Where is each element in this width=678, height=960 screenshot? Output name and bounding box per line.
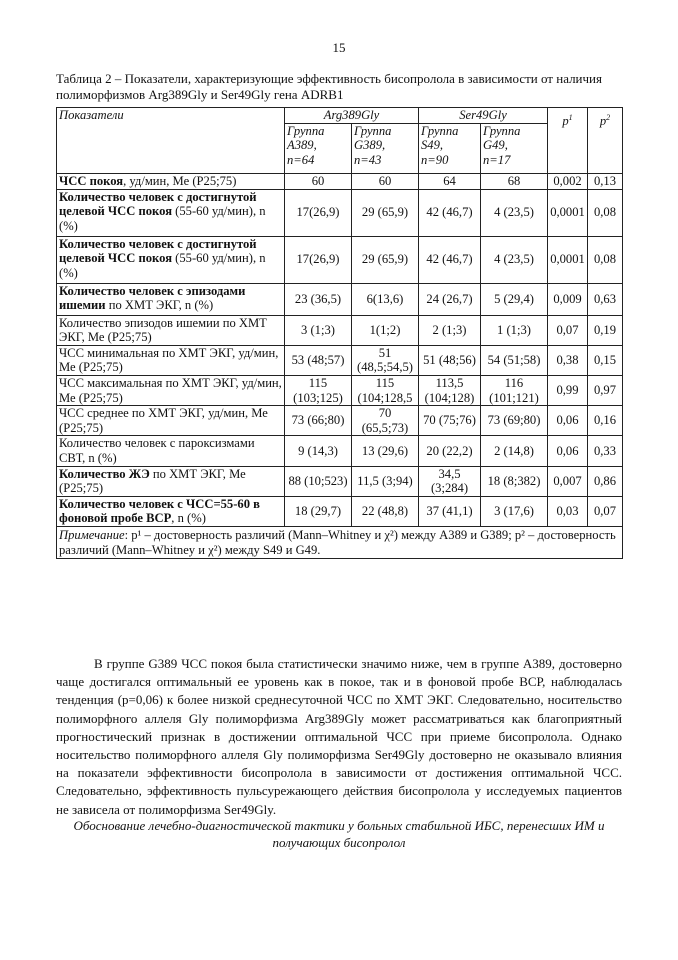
- p2-cell: 0,08: [588, 236, 623, 283]
- table-row: [57, 466, 623, 496]
- header-group-1: Группа G389, n=43: [352, 123, 419, 173]
- row-label: Количество человек с достигнутой целевой ЧСС покоя (55-60 уд/мин), n (%): [57, 189, 285, 236]
- table-caption: Таблица 2 – Показатели, характеризующие эффективность бисопролола в зависимости от наличия полиморфизмов Arg389Gly и Ser49Gly гена ADRB1: [56, 71, 602, 102]
- page-number: 15: [332, 40, 346, 55]
- value-cell: 4 (23,5): [481, 189, 548, 236]
- value-cell: 2 (1;3): [419, 315, 481, 345]
- p2-cell: 0,13: [588, 173, 623, 189]
- header-group-2: Группа S49, n=90: [419, 123, 481, 173]
- p1-cell: 0,99: [548, 375, 588, 405]
- value-cell: 23 (36,5): [285, 283, 352, 315]
- value-cell: 20 (22,2): [419, 436, 481, 466]
- header-p1: $p^1$: [548, 108, 588, 174]
- row-label: ЧСС среднее по ХМТ ЭКГ, уд/мин, Ме (Р25;75): [57, 406, 285, 436]
- value-cell: 42 (46,7): [419, 189, 481, 236]
- value-cell: 6(13,6): [352, 283, 419, 315]
- value-cell: 18 (29,7): [285, 496, 352, 526]
- p2-cell: 0,15: [588, 345, 623, 375]
- section-subheading: Обоснование лечебно-диагностической тактики у больных стабильной ИБС, перенесших ИМ и получающих бисопролол: [73, 818, 605, 850]
- table-row: [57, 436, 623, 466]
- value-cell: 73 (69;80): [481, 406, 548, 436]
- row-label: Количество человек с ЧСС=55-60 в фоновой пробе ВСР, n (%): [57, 496, 285, 526]
- p1-cell: 0,06: [548, 436, 588, 466]
- value-cell: 51 (48,5;54,5): [352, 345, 419, 375]
- value-cell: 60: [352, 173, 419, 189]
- p1-cell: 0,06: [548, 406, 588, 436]
- value-cell: 113,5 (104;128): [419, 375, 481, 405]
- p2-cell: 0,63: [588, 283, 623, 315]
- row-label: Количество человек с эпизодами ишемии по ХМТ ЭКГ, n (%): [57, 283, 285, 315]
- value-cell: 88 (10;523): [285, 466, 352, 496]
- p1-cell: 0,0001: [548, 236, 588, 283]
- row-label: Количество ЖЭ по ХМТ ЭКГ, Ме (Р25;75): [57, 466, 285, 496]
- row-label: ЧСС покоя, уд/мин, Ме (Р25;75): [57, 173, 285, 189]
- p1-cell: 0,009: [548, 283, 588, 315]
- p2-cell: 0,08: [588, 189, 623, 236]
- row-label: ЧСС минимальная по ХМТ ЭКГ, уд/мин, Ме (Р25;75): [57, 345, 285, 375]
- value-cell: 115 (103;125): [285, 375, 352, 405]
- value-cell: 18 (8;382): [481, 466, 548, 496]
- p1-cell: 0,03: [548, 496, 588, 526]
- p1-cell: 0,0001: [548, 189, 588, 236]
- value-cell: 64: [419, 173, 481, 189]
- value-cell: 1(1;2): [352, 315, 419, 345]
- table-row: [57, 406, 623, 436]
- value-cell: 60: [285, 173, 352, 189]
- body-paragraph: В группе G389 ЧСС покоя была статистически значимо ниже, чем в группе А389, достоверно чаще достигался оптимальный ее уровень как в покое, так и в фоновой пробе ВСР, наблюдалась тенденция (р=0,06) к более низкой среднесуточной ЧСС по ХМТ ЭКГ. Следовательно, носительство полиморфного аллеля Gly полиморфизма Arg389Gly может рассматриваться как благоприятный прогностический признак в достижении оптимальной ЧСС при приеме бисопролола. Однако носительство полиморфного аллеля Gly полиморфизма Ser49Gly достоверно не оказывало влияния на показатели эффективности бисопролола в зависимости от достижения оптимальной ЧСС. Следовательно, эффективность пульсурежающего действия бисопролола у исследуемых пациентов не зависела от полиморфизма Ser49Gly.: [56, 656, 622, 817]
- value-cell: 29 (65,9): [352, 189, 419, 236]
- header-indicators: Показатели: [57, 108, 285, 174]
- p1-cell: 0,002: [548, 173, 588, 189]
- table-row: [57, 236, 623, 283]
- table-row: [57, 173, 623, 189]
- row-label: Количество человек с достигнутой целевой ЧСС покоя (55-60 уд/мин), n (%): [57, 236, 285, 283]
- value-cell: 3 (1;3): [285, 315, 352, 345]
- value-cell: 17(26,9): [285, 236, 352, 283]
- table-row: [57, 315, 623, 345]
- value-cell: 24 (26,7): [419, 283, 481, 315]
- value-cell: 13 (29,6): [352, 436, 419, 466]
- p2-cell: 0,97: [588, 375, 623, 405]
- value-cell: 4 (23,5): [481, 236, 548, 283]
- value-cell: 42 (46,7): [419, 236, 481, 283]
- results-table: [56, 107, 623, 559]
- value-cell: 73 (66;80): [285, 406, 352, 436]
- header-p2: $p^2$: [588, 108, 623, 174]
- value-cell: 17(26,9): [285, 189, 352, 236]
- p2-cell: 0,19: [588, 315, 623, 345]
- header-group-3: Группа G49, n=17: [481, 123, 548, 173]
- p1-cell: 0,007: [548, 466, 588, 496]
- row-label: Количество эпизодов ишемии по ХМТ ЭКГ, Ме (Р25;75): [57, 315, 285, 345]
- table-note: Примечание: p¹ – достоверность различий (Mann–Whitney и χ²) между А389 и G389; p² – достоверность различий (Mann–Whitney и χ²) между S49 и G49.: [57, 526, 623, 558]
- value-cell: 5 (29,4): [481, 283, 548, 315]
- value-cell: 115 (104;128,5: [352, 375, 419, 405]
- header-ser49gly: Ser49Gly: [419, 108, 548, 124]
- header-arg389gly: Arg389Gly: [285, 108, 419, 124]
- value-cell: 70 (75;76): [419, 406, 481, 436]
- p2-cell: 0,33: [588, 436, 623, 466]
- value-cell: 1 (1;3): [481, 315, 548, 345]
- row-label: ЧСС максимальная по ХМТ ЭКГ, уд/мин, Ме (Р25;75): [57, 375, 285, 405]
- table-row: [57, 496, 623, 526]
- value-cell: 116 (101;121): [481, 375, 548, 405]
- value-cell: 70 (65,5;73): [352, 406, 419, 436]
- value-cell: 2 (14,8): [481, 436, 548, 466]
- table-row: [57, 283, 623, 315]
- p2-cell: 0,86: [588, 466, 623, 496]
- value-cell: 37 (41,1): [419, 496, 481, 526]
- p1-cell: 0,38: [548, 345, 588, 375]
- value-cell: 51 (48;56): [419, 345, 481, 375]
- value-cell: 54 (51;58): [481, 345, 548, 375]
- table-row: [57, 345, 623, 375]
- p2-cell: 0,16: [588, 406, 623, 436]
- value-cell: 22 (48,8): [352, 496, 419, 526]
- value-cell: 53 (48;57): [285, 345, 352, 375]
- p1-cell: 0,07: [548, 315, 588, 345]
- p2-cell: 0,07: [588, 496, 623, 526]
- header-group-0: Группа А389, n=64: [285, 123, 352, 173]
- value-cell: 68: [481, 173, 548, 189]
- value-cell: 34,5 (3;284): [419, 466, 481, 496]
- value-cell: 11,5 (3;94): [352, 466, 419, 496]
- table-row: [57, 375, 623, 405]
- row-label: Количество человек с пароксизмами СВТ, n (%): [57, 436, 285, 466]
- value-cell: 9 (14,3): [285, 436, 352, 466]
- table-row: [57, 189, 623, 236]
- value-cell: 3 (17,6): [481, 496, 548, 526]
- value-cell: 29 (65,9): [352, 236, 419, 283]
